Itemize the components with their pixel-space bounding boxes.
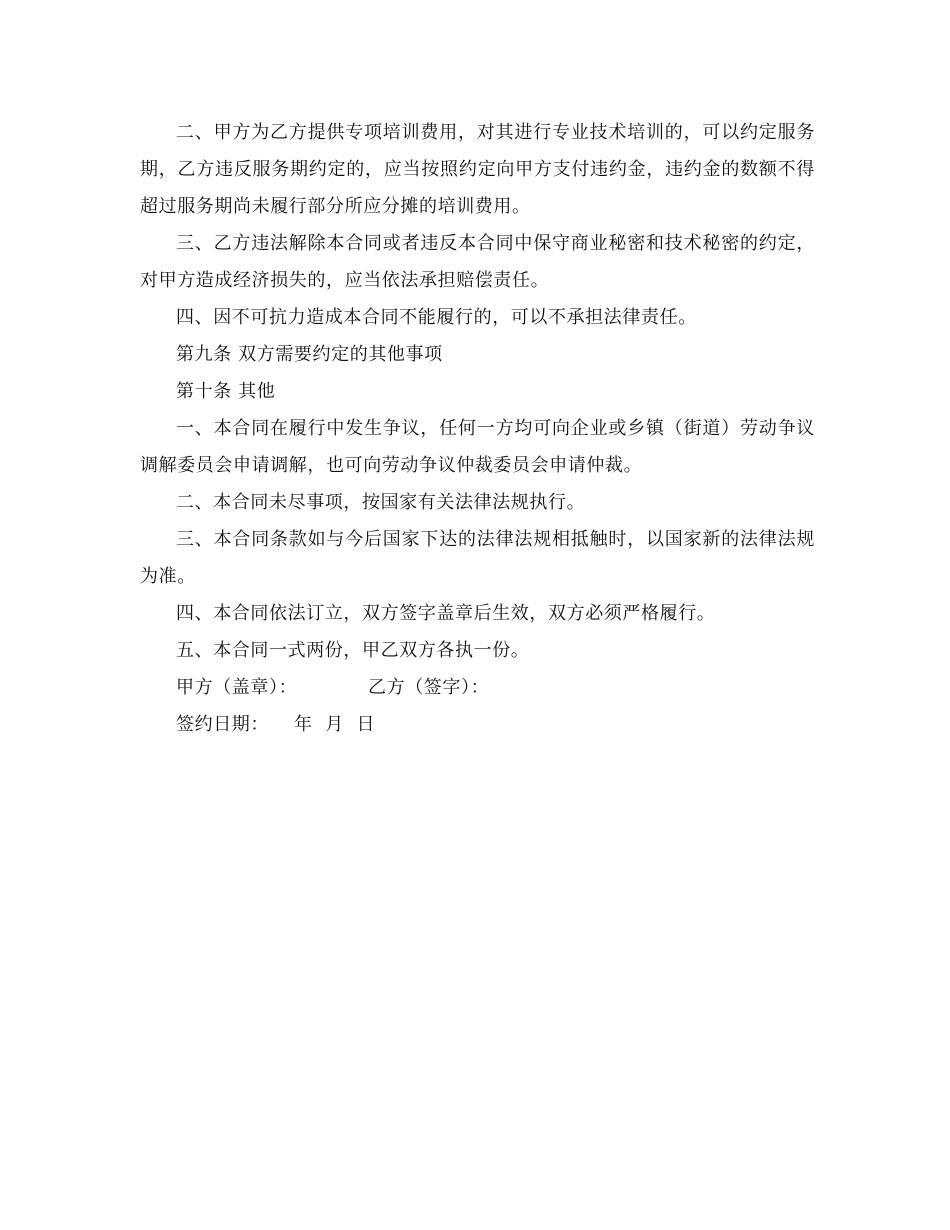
clause-effectiveness: 四、本合同依法订立，双方签字盖章后生效，双方必须严格履行。 [176,603,716,624]
clause-unspecified-matters: 二、本合同未尽事项，按国家有关法律法规执行。 [176,492,586,513]
clause-conflict-of-law: 三、本合同条款如与今后国家下达的法律法规相抵触时，以国家新的法律法规为准。 [140,529,815,587]
signing-date-label: 签约日期： [176,714,269,735]
article-9-heading: 第九条 双方需要约定的其他事项 [176,344,443,365]
party-a-seal-label: 甲方（盖章）： [176,677,298,698]
clause-copies: 五、本合同一式两份，甲乙双方各执一份。 [176,640,530,661]
signing-date-value: 年 月 日 [294,714,376,735]
article-10-heading: 第十条 其他 [176,381,276,402]
clause-compensation: 三、乙方违法解除本合同或者违反本合同中保守商业秘密和技术秘密的约定，对甲方造成经济损失的，应当依法承担赔偿责任。 [140,233,815,291]
signature-line [140,669,815,706]
clause-force-majeure: 四、因不可抗力造成本合同不能履行的，可以不承担法律责任。 [176,307,697,328]
clause-training-penalty: 二、甲方为乙方提供专项培训费用，对其进行专业技术培训的，可以约定服务期，乙方违反服务期约定的，应当按照约定向甲方支付违约金，违约金的数额不得超过服务期尚未履行部分所应分摊的培训费用。 [140,122,815,217]
party-b-signature-label: 乙方（签字）： [368,677,490,698]
document-body [140,114,815,743]
clause-dispute: 一、本合同在履行中发生争议，任何一方均可向企业或乡镇（街道）劳动争议调解委员会申请调解，也可向劳动争议仲裁委员会申请仲裁。 [140,418,815,476]
signing-date-line [140,706,815,743]
